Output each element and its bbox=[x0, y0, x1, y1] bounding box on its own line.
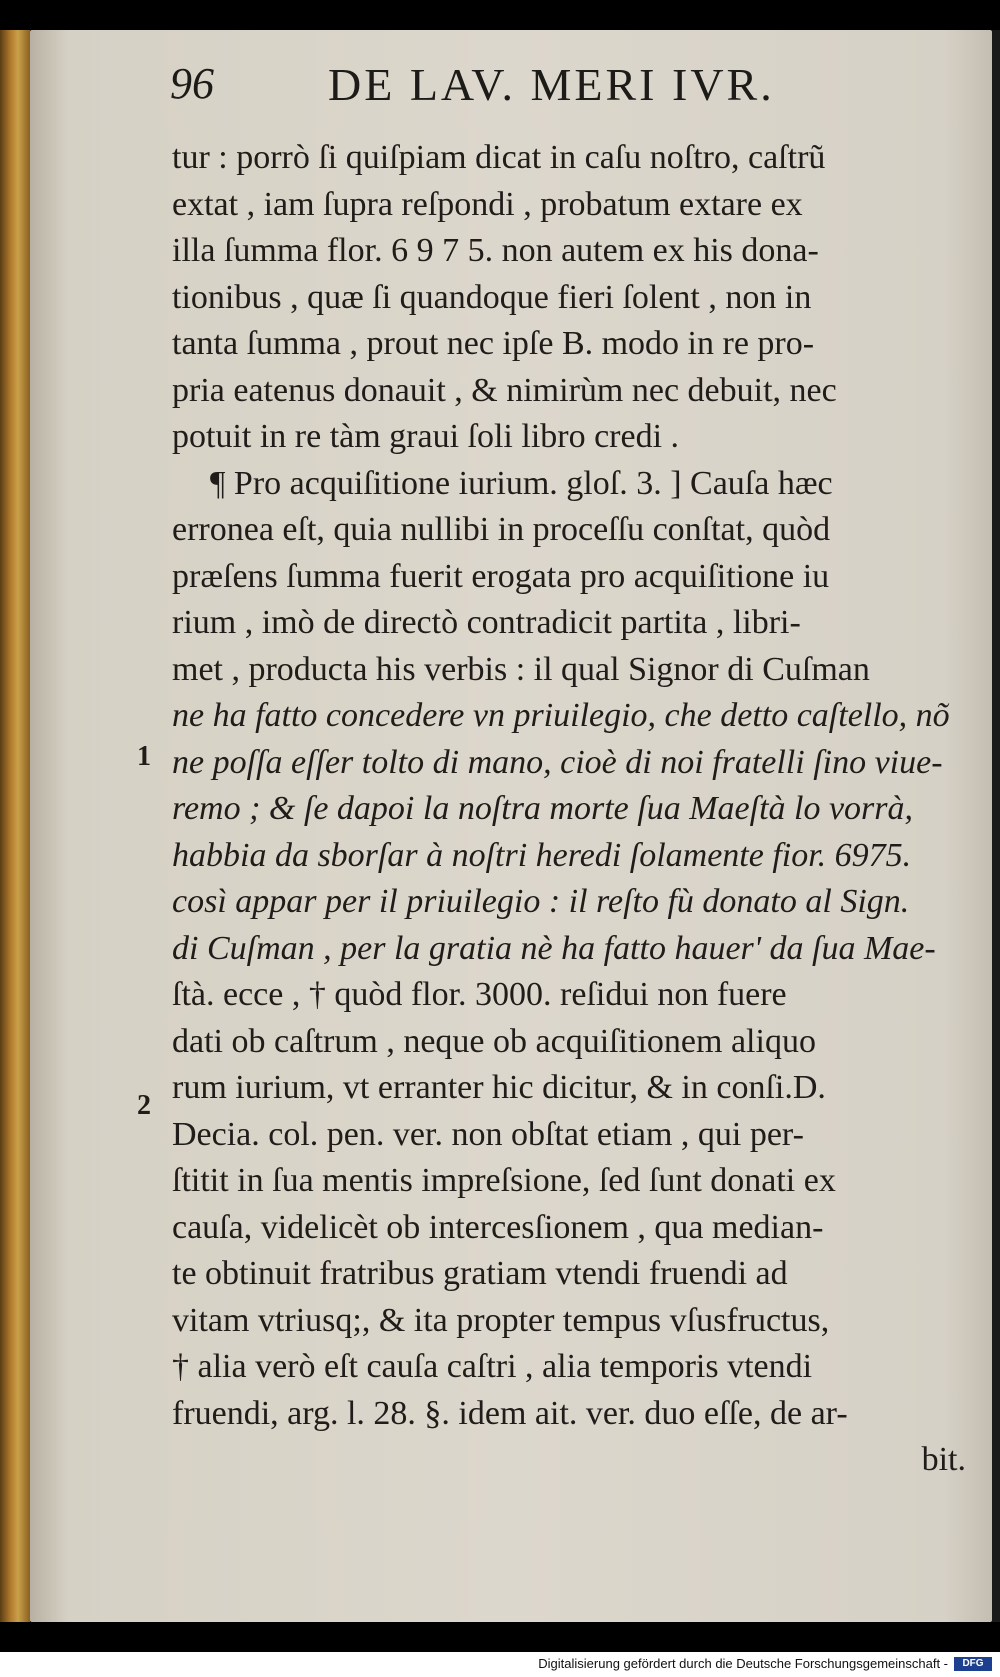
text-line: dati ob caſtrum , neque ob acquiſitionem aliquo bbox=[172, 1022, 816, 1060]
text-line: ſtitit in ſua mentis impreſsione, ſed ſunt donati ex bbox=[172, 1162, 836, 1199]
italic-quote-line: habbia da sborſar à noſtri heredi ſolamente fior. 6975. bbox=[172, 836, 912, 874]
catchword-line: bit. bbox=[921, 1441, 966, 1478]
text-line: erronea eſt, quia nullibi in proceſſu conſtat, quòd bbox=[172, 511, 831, 548]
text-line: met , producta his verbis : il qual Signor di Cuſman bbox=[172, 650, 870, 688]
text-line: potuit in re tàm graui ſoli libro credi . bbox=[172, 418, 680, 455]
running-title: DE LAV. MERI IVR. bbox=[328, 59, 775, 110]
margin-number-1: 1 bbox=[137, 741, 151, 772]
dfg-logo: DFG bbox=[954, 1657, 992, 1671]
text-line: pria eatenus donauit , & nimirùm nec debuit, nec bbox=[172, 371, 837, 409]
funding-notice: Digitalisierung gefördert durch die Deutsche Forschungsgemeinschaft - bbox=[538, 1656, 948, 1671]
book-spine-edge bbox=[0, 30, 30, 1622]
text-line: tanta ſumma , prout nec ipſe B. modo in re pro- bbox=[172, 325, 815, 362]
page-number: 96 bbox=[170, 59, 214, 108]
paragraph-start-line: ¶ Pro acquiſitione iurium. gloſ. 3. ] Cauſa hæc bbox=[210, 464, 833, 502]
scan-bottom-border bbox=[0, 1622, 1000, 1652]
text-line: illa ſumma flor. 6 9 7 5. non autem ex his dona- bbox=[172, 232, 819, 269]
margin-number-2: 2 bbox=[137, 1090, 151, 1121]
body-text bbox=[172, 135, 972, 1484]
italic-quote-line: così appar per il priuilegio : il reſto fù donato al Sign. bbox=[172, 883, 910, 920]
text-line: ſtà. ecce , † quòd flor. 3000. reſidui non fuere bbox=[172, 976, 787, 1013]
text-line: tionibus , quæ ſi quandoque fieri ſolent , non in bbox=[172, 278, 812, 316]
text-line: extat , iam ſupra reſpondi , probatum extare ex bbox=[172, 185, 803, 223]
italic-quote-line: remo ; & ſe dapoi la noſtra morte ſua Maeſtà lo vorrà, bbox=[172, 790, 914, 827]
running-head bbox=[170, 58, 970, 118]
text-line: Decia. col. pen. ver. non obſtat etiam , qui per- bbox=[172, 1115, 804, 1153]
footer bbox=[0, 1652, 1000, 1677]
scan-right-border bbox=[992, 30, 1000, 1622]
text-line: rium , imò de directò contradicit partita , libri- bbox=[172, 604, 801, 641]
text-line: tur : porrò ſi quiſpiam dicat in caſu noſtro, caſtrũ bbox=[172, 139, 826, 176]
text-line: præſens ſumma fuerit erogata pro acquiſitione iu bbox=[172, 557, 830, 595]
italic-quote-line: ne ha fatto concedere vn priuilegio, che detto caſtello, nõ bbox=[172, 697, 950, 734]
italic-quote-line: di Cuſman , per la gratia nè ha fatto hauer' da ſua Mae- bbox=[172, 929, 936, 967]
text-line: fruendi, arg. l. 28. §. idem ait. ver. duo eſſe, de ar- bbox=[172, 1394, 848, 1432]
text-line: rum iurium, vt erranter hic dicitur, & in conſi.D. bbox=[172, 1069, 826, 1106]
text-line: te obtinuit fratribus gratiam vtendi fruendi ad bbox=[172, 1255, 788, 1292]
italic-quote-line: ne poſſa eſſer tolto di mano, cioè di noi fratelli ſino viue- bbox=[172, 743, 943, 781]
text-line: cauſa, videlicèt ob intercesſionem , qua median- bbox=[172, 1208, 824, 1246]
text-line: † alia verò eſt cauſa caſtri , alia temporis vtendi bbox=[172, 1348, 813, 1385]
text-line: vitam vtriusq;, & ita propter tempus vſusfructus, bbox=[172, 1301, 830, 1339]
